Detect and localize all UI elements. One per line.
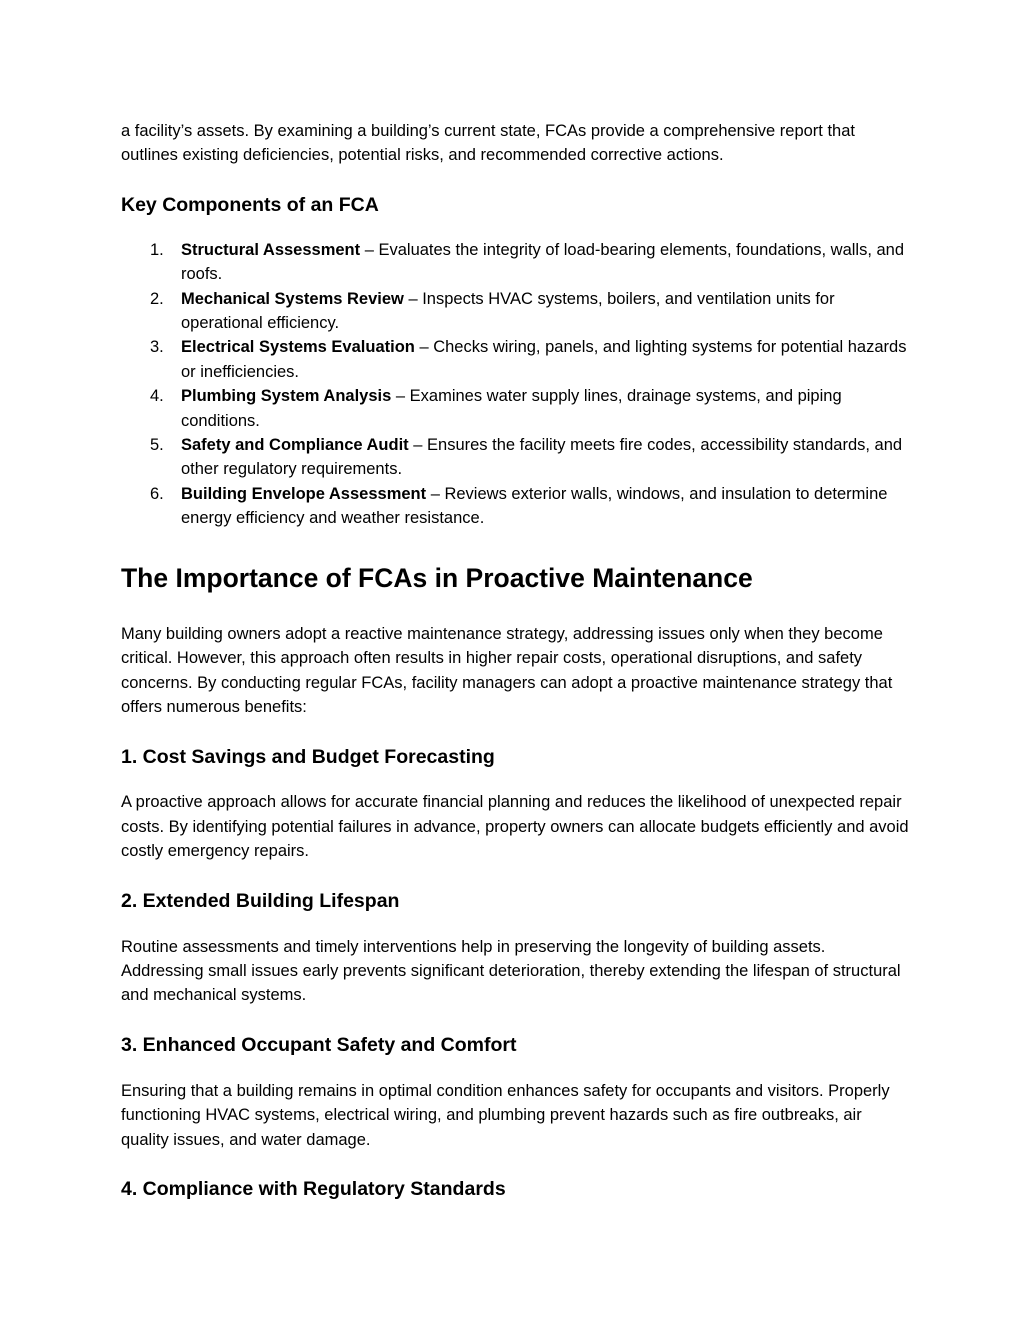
list-item-term: Structural Assessment — [181, 240, 361, 259]
list-item-term: Mechanical Systems Review — [181, 289, 404, 308]
intro-paragraph: a facility’s assets. By examining a building’s current state, FCAs provide a comprehensive report that outlines existing deficiencies, potential risks, and recommended corrective actions. — [121, 122, 855, 165]
list-number: 3. — [150, 338, 164, 357]
list-item-description: – Checks wiring, panels, and lighting systems for potential hazards or inefficiencies. — [181, 338, 907, 381]
list-number: 6. — [150, 484, 164, 503]
list-item-description: – Reviews exterior walls, windows, and insulation to determine energy efficiency and weather resistance. — [181, 484, 888, 528]
lifespan-paragraph: Routine assessments and timely interventions help in preserving the longevity of building assets. Addressing small issues early prevents significant deterioration, thereby extending the lifespan of structural and mechanical systems. — [121, 937, 901, 1005]
list-item — [121, 238, 911, 287]
safety-heading: 3. Enhanced Occupant Safety and Comfort — [121, 1033, 517, 1056]
list-number: 4. — [150, 387, 164, 406]
list-item — [121, 335, 911, 384]
list-item-description: – Ensures the facility meets fire codes, accessibility standards, and other regulatory requirements. — [181, 436, 903, 479]
list-item-term: Electrical Systems Evaluation — [181, 338, 415, 357]
fca-components-list — [121, 238, 911, 531]
compliance-heading: 4. Compliance with Regulatory Standards — [121, 1177, 506, 1200]
list-number: 2. — [150, 289, 164, 308]
list-item-description: – Examines water supply lines, drainage systems, and piping conditions. — [181, 387, 842, 430]
cost-savings-paragraph: A proactive approach allows for accurate financial planning and reduces the likelihood of unexpected repair costs. By identifying potential failures in advance, property owners can allocate budgets efficiently and avoid costly emergency repairs. — [121, 793, 909, 861]
list-item-description: – Inspects HVAC systems, boilers, and ventilation units for operational efficiency. — [181, 289, 835, 333]
cost-savings-heading: 1. Cost Savings and Budget Forecasting — [121, 746, 495, 769]
document-page — [121, 119, 911, 1202]
safety-paragraph: Ensuring that a building remains in optimal condition enhances safety for occupants and visitors. Properly functioning HVAC systems, electrical wiring, and plumbing prevent hazards such as fire outbreaks, air quality issues, and water damage. — [121, 1081, 890, 1149]
list-item-term: Plumbing System Analysis — [181, 387, 392, 406]
key-components-heading: Key Components of an FCA — [121, 193, 379, 216]
list-item-description: – Evaluates the integrity of load-bearing elements, foundations, walls, and roofs. — [181, 240, 905, 284]
list-number: 5. — [150, 436, 164, 455]
list-item — [121, 433, 911, 482]
list-item-term: Safety and Compliance Audit — [181, 436, 409, 455]
list-item — [121, 287, 911, 336]
importance-paragraph: Many building owners adopt a reactive maintenance strategy, addressing issues only when they become critical. However, this approach often results in higher repair costs, operational disruptions, and safety concerns. By conducting regular FCAs, facility managers can adopt a proactive maintenance strategy that offers numerous benefits: — [121, 624, 893, 716]
lifespan-heading: 2. Extended Building Lifespan — [121, 889, 400, 912]
list-item — [121, 482, 911, 531]
list-item-term: Building Envelope Assessment — [181, 484, 427, 503]
list-item — [121, 384, 911, 433]
importance-heading: The Importance of FCAs in Proactive Maintenance — [121, 562, 753, 593]
list-number: 1. — [150, 240, 164, 259]
